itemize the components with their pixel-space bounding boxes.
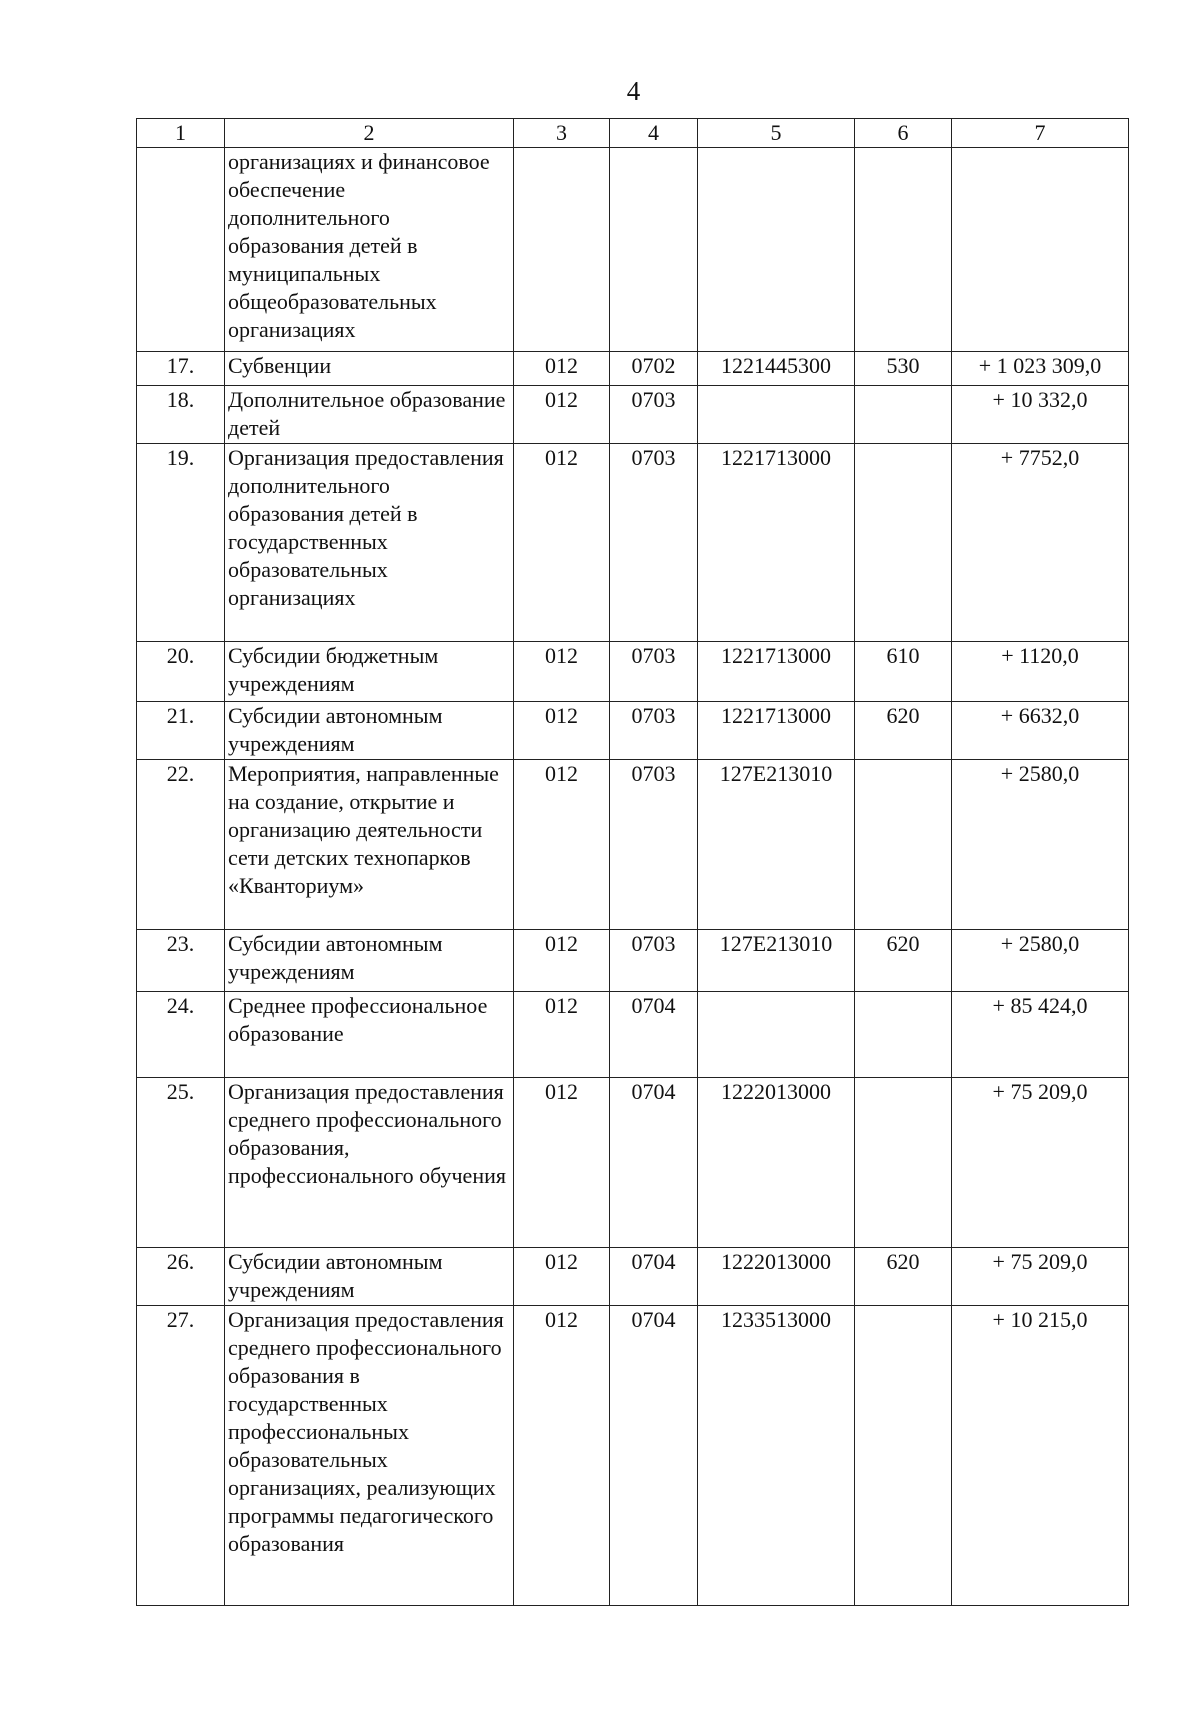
expense-type-code [855,1078,952,1248]
ministry-code [514,148,610,352]
amount: + 7752,0 [952,444,1129,642]
section-code: 0702 [610,352,698,386]
section-code: 0704 [610,1306,698,1606]
amount: + 1120,0 [952,642,1129,702]
target-code: 1222013000 [698,1078,855,1248]
ministry-code: 012 [514,444,610,642]
row-name: Дополнительное образование детей [225,386,514,444]
target-code: 1221713000 [698,642,855,702]
expense-type-code [855,148,952,352]
table-row [137,1248,1129,1306]
amount: + 75 209,0 [952,1248,1129,1306]
expense-type-code: 620 [855,702,952,760]
amount: + 2580,0 [952,930,1129,992]
amount: + 10 332,0 [952,386,1129,444]
ministry-code: 012 [514,760,610,930]
expense-type-code: 620 [855,1248,952,1306]
row-name: организациях и финансовое обеспечение дополнительного образования детей в муниципальных общеобразовательных организациях [225,148,514,352]
ministry-code: 012 [514,702,610,760]
row-number: 18. [137,386,225,444]
row-number [137,148,225,352]
expense-type-code [855,1306,952,1606]
ministry-code: 012 [514,642,610,702]
table-row [137,352,1129,386]
target-code [698,992,855,1078]
row-name: Субсидии бюджетным учреждениям [225,642,514,702]
expense-type-code: 530 [855,352,952,386]
section-code: 0703 [610,386,698,444]
section-code: 0704 [610,1248,698,1306]
section-code: 0704 [610,1078,698,1248]
row-name: Организация предоставления среднего профессионального образования, профессионального обучения [225,1078,514,1248]
target-code [698,386,855,444]
ministry-code: 012 [514,1248,610,1306]
table-row [137,148,1129,352]
row-number: 27. [137,1306,225,1606]
table-row [137,1306,1129,1606]
row-number: 17. [137,352,225,386]
table-row [137,386,1129,444]
amount: + 85 424,0 [952,992,1129,1078]
ministry-code: 012 [514,992,610,1078]
ministry-code: 012 [514,930,610,992]
section-code: 0703 [610,930,698,992]
amount [952,148,1129,352]
table-row [137,992,1129,1078]
header-row [137,119,1129,148]
table-row [137,642,1129,702]
table-row [137,760,1129,930]
expense-type-code: 620 [855,930,952,992]
column-header: 7 [952,119,1129,148]
amount: + 75 209,0 [952,1078,1129,1248]
section-code: 0703 [610,444,698,642]
column-header: 1 [137,119,225,148]
expense-type-code [855,444,952,642]
ministry-code: 012 [514,386,610,444]
section-code [610,148,698,352]
row-name: Мероприятия, направленные на создание, открытие и организацию деятельности сети детских технопарков «Кванториум» [225,760,514,930]
row-name: Субсидии автономным учреждениям [225,930,514,992]
row-number: 24. [137,992,225,1078]
row-name: Субвенции [225,352,514,386]
target-code: 1221713000 [698,702,855,760]
column-header: 4 [610,119,698,148]
row-name: Среднее профессиональное образование [225,992,514,1078]
column-header: 3 [514,119,610,148]
row-number: 23. [137,930,225,992]
row-number: 22. [137,760,225,930]
column-header: 6 [855,119,952,148]
row-number: 26. [137,1248,225,1306]
ministry-code: 012 [514,1078,610,1248]
column-header: 5 [698,119,855,148]
ministry-code: 012 [514,352,610,386]
amount: + 10 215,0 [952,1306,1129,1606]
expense-type-code [855,992,952,1078]
table-row [137,930,1129,992]
row-name: Субсидии автономным учреждениям [225,702,514,760]
section-code: 0703 [610,702,698,760]
expense-type-code: 610 [855,642,952,702]
section-code: 0703 [610,760,698,930]
amount: + 6632,0 [952,702,1129,760]
ministry-code: 012 [514,1306,610,1606]
target-code: 1222013000 [698,1248,855,1306]
row-name: Организация предоставления среднего профессионального образования в государственных профессиональных образовательных организациях, реализующих программы педагогического образования [225,1306,514,1606]
target-code: 1221445300 [698,352,855,386]
section-code: 0704 [610,992,698,1078]
target-code: 1221713000 [698,444,855,642]
row-name: Организация предоставления дополнительного образования детей в государственных образовательных организациях [225,444,514,642]
budget-table [136,118,1129,1606]
target-code: 127E213010 [698,760,855,930]
column-header: 2 [225,119,514,148]
target-code: 1233513000 [698,1306,855,1606]
row-number: 20. [137,642,225,702]
section-code: 0703 [610,642,698,702]
expense-type-code [855,760,952,930]
table-row [137,702,1129,760]
target-code: 127E213010 [698,930,855,992]
amount: + 2580,0 [952,760,1129,930]
row-number: 19. [137,444,225,642]
amount: + 1 023 309,0 [952,352,1129,386]
page-number: 4 [626,76,641,106]
target-code [698,148,855,352]
row-number: 21. [137,702,225,760]
expense-type-code [855,386,952,444]
row-name: Субсидии автономным учреждениям [225,1248,514,1306]
table-row [137,444,1129,642]
table-row [137,1078,1129,1248]
row-number: 25. [137,1078,225,1248]
